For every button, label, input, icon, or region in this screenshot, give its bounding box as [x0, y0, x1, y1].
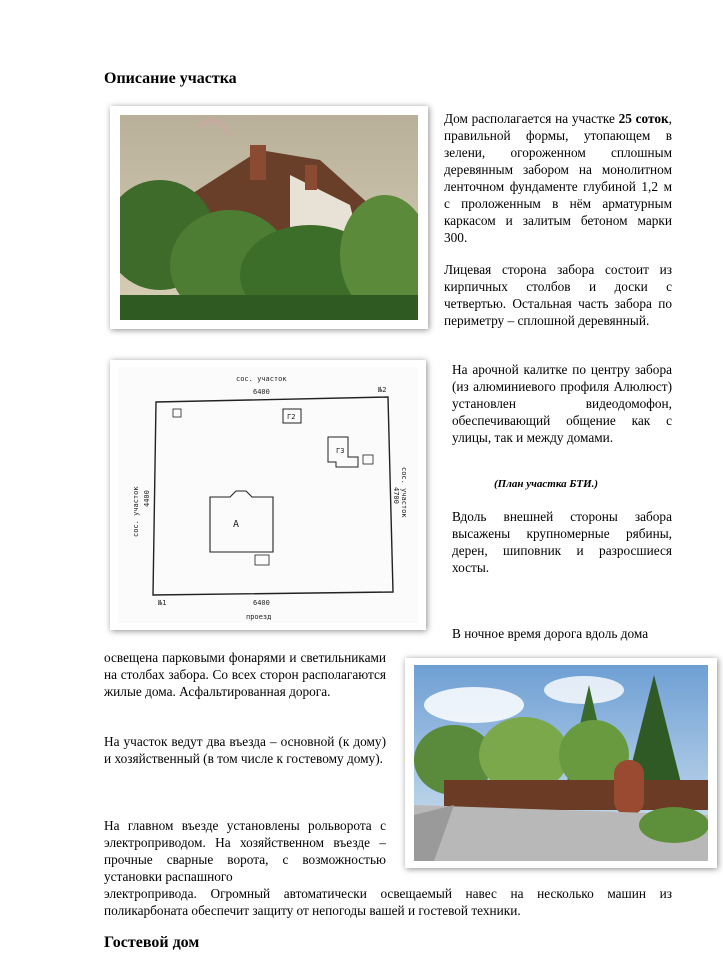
plan-corner-n2: №2	[378, 386, 387, 394]
paragraph-fence: Лицевая сторона забора состоит из кирпичных столбов и доски с четвертью. Остальная часть забора по периметру – сплошной деревянный.	[444, 262, 672, 328]
paragraph-entrances: На участок ведут два въезда – основной (к дому) и хозяйственный (в том числе к гостевому дому).	[104, 734, 386, 766]
plan-left-label: сос. участок	[132, 486, 140, 537]
paragraph-night-rest: освещена парковыми фонарями и светильниками на столбах забора. Со всех сторон располагаются жилые дома. Асфальтированная дорога.	[104, 650, 386, 699]
plan-right-label: сос. участок	[400, 467, 408, 518]
paragraph-gates-continued: электропривода. Огромный автоматически освещаемый навес на несколько машин из поликарбоната обеспечит защиту от непогоды вашей и гостевой техники.	[104, 886, 672, 918]
plan-guest-label: Г3	[336, 447, 345, 455]
house-photo-image	[120, 115, 418, 320]
plan-left-dim: 4400	[143, 490, 151, 507]
paragraph-plants: Вдоль внешней стороны забора высажены крупномерные рябины, дерен, шиповник и разросшиеся хосты.	[452, 509, 672, 575]
plot-plan-drawing	[118, 367, 418, 623]
plan-house-label: А	[233, 519, 240, 530]
plan-top-label: сос. участок	[236, 375, 287, 383]
section-title: Описание участка	[104, 70, 237, 87]
paragraph-plot-description: Дом располагается на участке 25 соток, правильной формы, утопающем в зелени, огороженном сплошным деревянным забором на монолитном ленточном фундаменте глубиной 1,2 м с проложенным в нём арматурным каркасом и залитым бетоном марки 300.	[444, 111, 672, 245]
paragraph-gate: На арочной калитке по центру забора (из алюминиевого профиля Алюлюст) установлен видеодомофон, обеспечивающий общение как с улицы, так и между домами.	[452, 362, 672, 445]
plan-shed-label: Г2	[287, 413, 296, 421]
street-photo-image	[414, 665, 708, 861]
plan-bottom-label: проезд	[246, 613, 272, 621]
plot-plan-image	[110, 360, 426, 630]
plan-bottom-dim: 6400	[253, 599, 270, 607]
house-photo	[110, 106, 428, 329]
paragraph-gates: На главном въезде установлены рольворота с электроприводом. На хозяйственном въезде – прочные сварные ворота, с возможностью установки распашного	[104, 818, 386, 884]
plan-caption: (План участка БТИ.)	[494, 478, 599, 490]
street-photo	[405, 658, 717, 868]
section-title-guest-house: Гостевой дом	[104, 934, 200, 951]
plan-right-dim: 4700	[392, 487, 400, 504]
plan-corner-n1: №1	[158, 599, 167, 607]
plan-top-dim: 6400	[253, 388, 270, 396]
paragraph-night-start: В ночное время дорога вдоль дома	[452, 626, 649, 641]
